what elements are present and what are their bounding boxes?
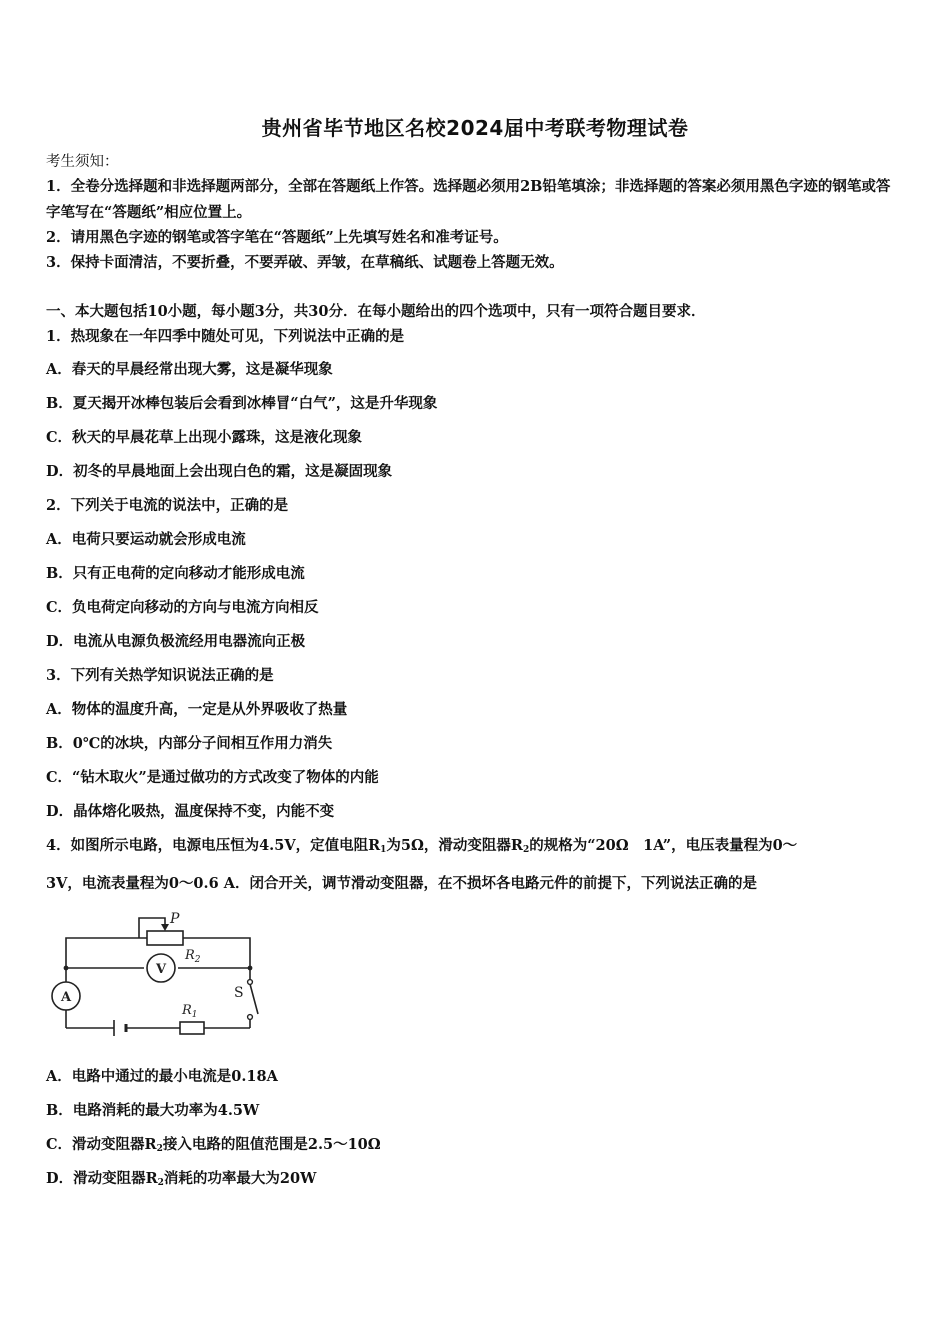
q4-sub: 2 <box>522 845 530 855</box>
label-s: S <box>234 985 244 1001</box>
label-r1-main: R <box>182 1003 192 1018</box>
q4-c-part: C．滑动变阻器R <box>46 1136 157 1153</box>
question-2-option-c: C．负电荷定向移动的方向与电流方向相反 <box>46 599 319 616</box>
question-4-option-c <box>46 1135 381 1159</box>
question-1-option-d: D．初冬的早晨地面上会出现白色的霜，这是凝固现象 <box>46 463 393 480</box>
question-1-option-a: A．春天的早晨经常出现大雾，这是凝华现象 <box>46 361 333 378</box>
notice-item-2: 2．请用黑色字迹的钢笔或答字笔在“答题纸”上先填写姓名和准考证号。 <box>46 229 508 246</box>
slider-arrow <box>161 924 169 931</box>
question-3-option-b: B．0℃的冰块，内部分子间相互作用力消失 <box>46 735 333 752</box>
q4-stem-part: 的规格为“20Ω 1A”，电压表量程为0～ <box>529 837 798 854</box>
q4-stem-part: 为5Ω，滑动变阻器R <box>386 837 523 854</box>
label-r1 <box>181 1003 198 1020</box>
label-v: V <box>155 962 167 977</box>
q4-sub: 1 <box>380 845 387 855</box>
question-4-stem-line2: 3V，电流表量程为0～0.6 A．闭合开关，调节滑动变阻器，在不损坏各电路元件的前提下，下列说法正确的是 <box>46 875 757 892</box>
rheostat-r2 <box>147 931 183 945</box>
label-p: P <box>170 911 180 927</box>
label-r2-main: R <box>185 948 195 963</box>
notice-item-3: 3．保持卡面清洁，不要折叠，不要弄破、弄皱，在草稿纸、试题卷上答题无效。 <box>46 254 564 271</box>
label-r2-sub: 2 <box>194 955 201 965</box>
q4-d-sub: 2 <box>157 1178 164 1188</box>
resistor-r1 <box>180 1022 204 1034</box>
question-4-option-a: A．电路中通过的最小电流是0.18A <box>46 1068 278 1085</box>
question-3-option-d: D．晶体熔化吸热，温度保持不变，内能不变 <box>46 803 335 820</box>
wire-top-left <box>66 938 147 968</box>
question-1-option-b: B．夏天揭开冰棒包装后会看到冰棒冒“白气”，这是升华现象 <box>46 395 438 412</box>
switch-pivot <box>248 980 253 985</box>
section-intro: 一、本大题包括10小题，每小题3分，共30分．在每小题给出的四个选项中，只有一项符合题目要求． <box>46 303 706 320</box>
q4-d-part: D．滑动变阻器R <box>46 1170 158 1187</box>
question-4-option-b: B．电路消耗的最大功率为4.5W <box>46 1102 260 1119</box>
notice-heading: 考生须知： <box>46 154 119 170</box>
junction-left <box>64 966 69 971</box>
switch-contact <box>248 1015 253 1020</box>
question-2-option-d: D．电流从电源负极流经用电器流向正极 <box>46 633 306 650</box>
q4-d-part: 消耗的功率最大为20W <box>163 1170 317 1187</box>
question-1-stem: 1．热现象在一年四季中随处可见，下列说法中正确的是 <box>46 328 405 345</box>
question-4-option-d <box>46 1169 316 1193</box>
question-3-option-c: C．“钻木取火”是通过做功的方式改变了物体的内能 <box>46 769 379 786</box>
question-1-option-c: C．秋天的早晨花草上出现小露珠，这是液化现象 <box>46 429 363 446</box>
question-3-option-a: A．物体的温度升高，一定是从外界吸收了热量 <box>46 701 348 718</box>
label-r2 <box>184 948 201 965</box>
switch-blade <box>250 984 258 1014</box>
label-a: A <box>60 990 72 1005</box>
q4-stem-part: 4．如图所示电路，电源电压恒为4.5V，定值电阻R <box>46 837 381 854</box>
label-r1-sub: 1 <box>191 1010 198 1020</box>
question-2-option-a: A．电荷只要运动就会形成电流 <box>46 531 246 548</box>
page-title: 贵州省毕节地区名校2024届中考联考物理试卷 <box>261 116 689 140</box>
question-2-option-b: B．只有正电荷的定向移动才能形成电流 <box>46 565 305 582</box>
notice-item-1: 1．全卷分选择题和非选择题两部分，全部在答题纸上作答。选择题必须用2B铅笔填涂；非选择题的答案必须用黑色字迹的钢笔或答字笔写在“答题纸”相应位置上。 <box>46 178 891 221</box>
question-2-stem: 2．下列关于电流的说法中，正确的是 <box>46 497 289 514</box>
junction-right <box>248 966 253 971</box>
q4-c-part: 接入电路的阻值范围是2.5～10Ω <box>162 1136 381 1153</box>
question-4-stem-line1 <box>46 836 797 860</box>
slider-wire <box>139 918 165 938</box>
q4-c-sub: 2 <box>156 1144 163 1154</box>
circuit-diagram <box>44 904 270 1050</box>
question-3-stem: 3．下列有关热学知识说法正确的是 <box>46 667 274 684</box>
